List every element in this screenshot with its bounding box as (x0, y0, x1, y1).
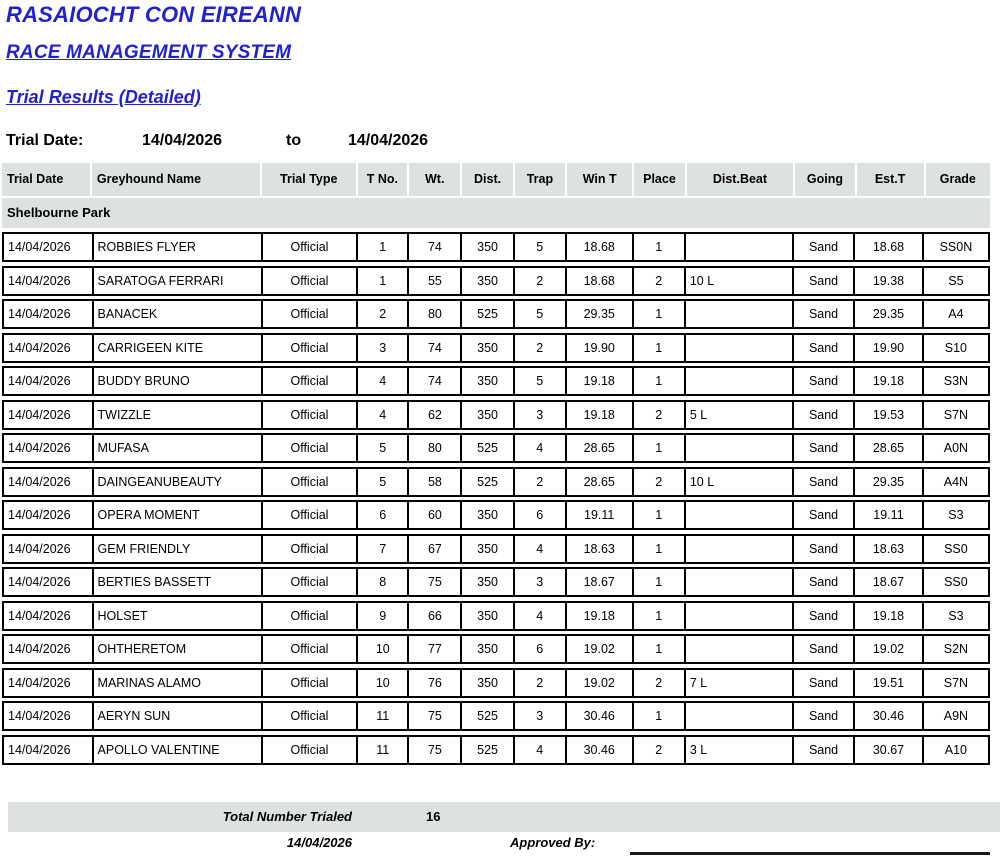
cell-trial-date: 14/04/2026 (4, 737, 94, 763)
cell-dist-beat: 10 L (686, 469, 794, 495)
cell-est-t: 28.65 (855, 435, 924, 461)
cell-trap: 5 (515, 368, 567, 394)
cell-greyhound-name: AERYN SUN (94, 703, 263, 729)
cell-grade: S7N (943, 675, 969, 690)
cell-trial-type: Official (263, 234, 358, 260)
cell-grade: S2N (943, 642, 969, 656)
cell-greyhound-name: GEM FRIENDLY (94, 536, 263, 562)
cell-trap: 3 (515, 569, 567, 595)
cell-wt: 75 (409, 569, 462, 595)
cell-dist: 350 (462, 569, 514, 595)
cell-trial-date: 14/04/2026 (4, 402, 94, 428)
cell-wt: 60 (409, 502, 462, 528)
table-body (2, 232, 990, 765)
cell-dist: 350 (462, 335, 514, 361)
cell-wt: 77 (409, 636, 462, 662)
cell-wt: 76 (409, 670, 462, 696)
trial-date-to: 14/04/2026 (348, 132, 429, 149)
cell-t-no: 7 (358, 536, 409, 562)
table-row (2, 668, 990, 698)
cell-est-t: 19.38 (855, 268, 924, 294)
cell-dist-beat: 5 L (686, 402, 794, 428)
cell-grade: S3 (948, 508, 964, 522)
approved-by-label: Approved By: (510, 835, 596, 850)
cell-trap: 4 (515, 536, 567, 562)
cell-est-t: 18.68 (855, 234, 924, 260)
cell-win-t: 19.90 (567, 335, 634, 361)
table-row (2, 500, 990, 530)
cell-dist-beat (686, 301, 794, 327)
cell-place: 1 (634, 368, 686, 394)
cell-wt: 62 (409, 402, 462, 428)
cell-trial-date: 14/04/2026 (4, 670, 94, 696)
col-header-dist: Dist. (462, 163, 514, 196)
cell-dist: 350 (462, 402, 514, 428)
cell-greyhound-name: CARRIGEEN KITE (94, 335, 263, 361)
table-row (2, 701, 990, 731)
cell-trial-type: Official (263, 670, 358, 696)
col-header-trap: Trap (515, 163, 567, 196)
cell-trial-type: Official (263, 368, 358, 394)
cell-wt: 74 (409, 234, 462, 260)
cell-grade: A10 (944, 742, 968, 757)
cell-dist: 350 (462, 234, 514, 260)
cell-dist-beat (686, 536, 794, 562)
cell-wt: 66 (409, 603, 462, 629)
cell-grade: A9N (943, 709, 969, 723)
cell-trial-type: Official (263, 402, 358, 428)
cell-greyhound-name: APOLLO VALENTINE (94, 737, 263, 763)
cell-trial-type: Official (263, 502, 358, 528)
cell-est-t: 29.35 (855, 469, 924, 495)
cell-trial-type: Official (263, 435, 358, 461)
cell-trial-type: Official (263, 569, 358, 595)
cell-grade: A0N (943, 441, 969, 455)
cell-going: Sand (794, 737, 855, 763)
cell-est-t: 18.67 (855, 569, 924, 595)
table-row (2, 232, 990, 262)
cell-dist: 350 (462, 636, 514, 662)
cell-place: 1 (634, 301, 686, 327)
cell-dist: 350 (462, 670, 514, 696)
cell-place: 1 (634, 703, 686, 729)
cell-grade: S3N (943, 374, 969, 388)
cell-est-t: 19.11 (855, 502, 924, 528)
cell-wt: 74 (409, 368, 462, 394)
cell-t-no: 6 (358, 502, 409, 528)
cell-est-t: 19.18 (855, 603, 924, 629)
cell-win-t: 19.02 (567, 636, 634, 662)
cell-greyhound-name: BUDDY BRUNO (94, 368, 263, 394)
table-row (2, 299, 990, 329)
cell-greyhound-name: OHTHERETOM (94, 636, 263, 662)
cell-t-no: 2 (358, 301, 409, 327)
table-row (2, 467, 990, 497)
cell-t-no: 11 (358, 737, 409, 763)
cell-est-t: 19.18 (855, 368, 924, 394)
cell-dist: 350 (462, 368, 514, 394)
cell-dist-beat: 7 L (686, 670, 794, 696)
cell-trial-type: Official (263, 636, 358, 662)
system-title: RACE MANAGEMENT SYSTEM (6, 42, 292, 63)
cell-dist-beat (686, 603, 794, 629)
cell-dist-beat (686, 368, 794, 394)
cell-greyhound-name: ROBBIES FLYER (94, 234, 263, 260)
cell-going: Sand (794, 536, 855, 562)
org-title: RASAIOCHT CON EIREANN (6, 2, 302, 27)
cell-place: 1 (634, 569, 686, 595)
cell-est-t: 18.63 (855, 536, 924, 562)
cell-win-t: 18.68 (567, 268, 634, 294)
cell-dist: 525 (462, 301, 514, 327)
cell-dist: 350 (462, 268, 514, 294)
col-header-dist-beat: Dist.Beat (687, 163, 796, 196)
cell-win-t: 19.18 (567, 402, 634, 428)
cell-greyhound-name: HOLSET (94, 603, 263, 629)
cell-win-t: 30.46 (567, 703, 634, 729)
col-header-going: Going (795, 163, 856, 196)
col-header-win-t: Win T (567, 163, 634, 196)
cell-place: 1 (634, 502, 686, 528)
cell-t-no: 3 (358, 335, 409, 361)
cell-going: Sand (794, 368, 855, 394)
cell-going: Sand (794, 268, 855, 294)
cell-dist-beat (686, 435, 794, 461)
cell-trial-type: Official (263, 268, 358, 294)
trial-date-to-label: to (286, 132, 302, 149)
cell-trial-date: 14/04/2026 (4, 603, 94, 629)
cell-trial-date: 14/04/2026 (4, 636, 94, 662)
cell-wt: 67 (409, 536, 462, 562)
track-section-header: Shelbourne Park (2, 198, 990, 228)
cell-trap: 2 (515, 335, 567, 361)
cell-est-t: 29.35 (855, 301, 924, 327)
cell-win-t: 30.46 (567, 737, 634, 763)
cell-going: Sand (794, 603, 855, 629)
cell-grade: S10 (944, 340, 968, 355)
cell-going: Sand (794, 502, 855, 528)
table-row (2, 534, 990, 564)
cell-grade: S3 (948, 608, 964, 623)
trial-date-line (0, 132, 1000, 154)
cell-win-t: 19.18 (567, 603, 634, 629)
cell-trap: 2 (515, 268, 567, 294)
cell-t-no: 4 (358, 368, 409, 394)
cell-dist-beat (686, 502, 794, 528)
cell-grade: SS0 (944, 575, 968, 589)
cell-trial-date: 14/04/2026 (4, 502, 94, 528)
table-row (2, 634, 990, 664)
cell-trap: 5 (515, 301, 567, 327)
cell-est-t: 19.02 (855, 636, 924, 662)
cell-trial-type: Official (263, 703, 358, 729)
cell-win-t: 28.65 (567, 469, 634, 495)
cell-trap: 6 (515, 636, 567, 662)
cell-going: Sand (794, 469, 855, 495)
cell-place: 1 (634, 603, 686, 629)
cell-win-t: 18.68 (567, 234, 634, 260)
cell-wt: 74 (409, 335, 462, 361)
cell-grade: SS0N (939, 240, 973, 254)
cell-t-no: 10 (358, 636, 409, 662)
cell-t-no: 1 (358, 268, 409, 294)
cell-place: 1 (634, 636, 686, 662)
cell-est-t: 19.53 (855, 402, 924, 428)
cell-going: Sand (794, 670, 855, 696)
cell-trap: 4 (515, 435, 567, 461)
cell-wt: 75 (409, 703, 462, 729)
table-row (2, 567, 990, 597)
cell-t-no: 8 (358, 569, 409, 595)
cell-trap: 6 (515, 502, 567, 528)
cell-win-t: 29.35 (567, 301, 634, 327)
cell-going: Sand (794, 234, 855, 260)
cell-trial-type: Official (263, 301, 358, 327)
cell-trap: 4 (515, 737, 567, 763)
cell-trap: 2 (515, 670, 567, 696)
cell-dist: 350 (462, 536, 514, 562)
table-row (2, 601, 990, 631)
cell-grade: SS0 (944, 541, 968, 556)
cell-win-t: 19.02 (567, 670, 634, 696)
cell-t-no: 10 (358, 670, 409, 696)
cell-greyhound-name: TWIZZLE (94, 402, 263, 428)
col-header-place: Place (634, 163, 686, 196)
cell-place: 1 (634, 435, 686, 461)
total-trialed-label: Total Number Trialed (222, 809, 352, 824)
cell-dist-beat (686, 234, 794, 260)
trial-date-from: 14/04/2026 (142, 132, 223, 149)
cell-t-no: 1 (358, 234, 409, 260)
cell-trap: 4 (515, 603, 567, 629)
cell-grade: S5 (948, 273, 964, 288)
cell-place: 2 (634, 268, 686, 294)
cell-going: Sand (794, 301, 855, 327)
cell-est-t: 19.51 (855, 670, 924, 696)
table-row (2, 333, 990, 363)
cell-dist: 350 (462, 502, 514, 528)
cell-greyhound-name: BANACEK (94, 301, 263, 327)
cell-dist-beat (686, 703, 794, 729)
cell-greyhound-name: BERTIES BASSETT (94, 569, 263, 595)
cell-trial-date: 14/04/2026 (4, 703, 94, 729)
cell-trial-date: 14/04/2026 (4, 368, 94, 394)
col-header-trial-date: Trial Date (2, 163, 92, 196)
cell-going: Sand (794, 402, 855, 428)
cell-t-no: 9 (358, 603, 409, 629)
cell-going: Sand (794, 636, 855, 662)
cell-dist: 525 (462, 435, 514, 461)
cell-trial-type: Official (263, 536, 358, 562)
col-header-t-no: T No. (358, 163, 409, 196)
cell-place: 1 (634, 536, 686, 562)
col-header-est-t: Est.T (857, 163, 926, 196)
cell-dist: 525 (462, 737, 514, 763)
cell-t-no: 4 (358, 402, 409, 428)
report-title: Trial Results (Detailed) (6, 87, 201, 107)
cell-trial-type: Official (263, 737, 358, 763)
table-row (2, 266, 990, 296)
cell-grade: A4N (943, 474, 969, 489)
cell-wt: 75 (409, 737, 462, 763)
cell-place: 1 (634, 234, 686, 260)
cell-win-t: 18.63 (567, 536, 634, 562)
cell-trial-date: 14/04/2026 (4, 268, 94, 294)
cell-trial-date: 14/04/2026 (4, 301, 94, 327)
signature-line (630, 852, 990, 855)
footer-date: 14/04/2026 (286, 835, 352, 850)
cell-dist: 525 (462, 469, 514, 495)
cell-trial-date: 14/04/2026 (4, 469, 94, 495)
cell-dist-beat (686, 335, 794, 361)
cell-t-no: 5 (358, 469, 409, 495)
cell-wt: 58 (409, 469, 462, 495)
cell-trial-date: 14/04/2026 (4, 335, 94, 361)
cell-trap: 2 (515, 469, 567, 495)
cell-trial-date: 14/04/2026 (4, 234, 94, 260)
col-header-trial-type: Trial Type (262, 163, 358, 196)
cell-trap: 5 (515, 234, 567, 260)
cell-trial-type: Official (263, 469, 358, 495)
cell-wt: 80 (409, 435, 462, 461)
cell-win-t: 19.11 (567, 502, 634, 528)
cell-going: Sand (794, 435, 855, 461)
col-header-grade: Grade (926, 163, 990, 196)
cell-wt: 55 (409, 268, 462, 294)
cell-grade: A4 (948, 307, 964, 321)
cell-dist: 525 (462, 703, 514, 729)
cell-greyhound-name: OPERA MOMENT (94, 502, 263, 528)
cell-win-t: 18.67 (567, 569, 634, 595)
cell-est-t: 30.67 (855, 737, 924, 763)
cell-greyhound-name: SARATOGA FERRARI (94, 268, 263, 294)
cell-trial-date: 14/04/2026 (4, 435, 94, 461)
cell-dist-beat (686, 636, 794, 662)
cell-trial-date: 14/04/2026 (4, 569, 94, 595)
cell-win-t: 19.18 (567, 368, 634, 394)
cell-trial-date: 14/04/2026 (4, 536, 94, 562)
cell-place: 2 (634, 469, 686, 495)
table-row (2, 735, 990, 765)
cell-wt: 80 (409, 301, 462, 327)
cell-place: 2 (634, 737, 686, 763)
cell-going: Sand (794, 703, 855, 729)
cell-est-t: 30.46 (855, 703, 924, 729)
cell-going: Sand (794, 569, 855, 595)
table-header-row (2, 163, 990, 196)
cell-greyhound-name: MARINAS ALAMO (94, 670, 263, 696)
cell-est-t: 19.90 (855, 335, 924, 361)
cell-trial-type: Official (263, 603, 358, 629)
table-row (2, 433, 990, 463)
cell-trial-type: Official (263, 335, 358, 361)
cell-trap: 3 (515, 402, 567, 428)
cell-win-t: 28.65 (567, 435, 634, 461)
cell-t-no: 11 (358, 703, 409, 729)
table-row (2, 366, 990, 396)
col-header-greyhound-name: Greyhound Name (92, 163, 262, 196)
table-row (2, 400, 990, 430)
results-table (2, 163, 990, 768)
cell-place: 2 (634, 402, 686, 428)
total-trialed-value: 16 (426, 809, 441, 824)
cell-place: 1 (634, 335, 686, 361)
trial-date-label: Trial Date: (6, 132, 84, 149)
total-bar (8, 802, 1000, 832)
cell-dist-beat: 3 L (686, 737, 794, 763)
cell-trap: 3 (515, 703, 567, 729)
cell-t-no: 5 (358, 435, 409, 461)
col-header-wt: Wt. (409, 163, 462, 196)
cell-going: Sand (794, 335, 855, 361)
cell-greyhound-name: MUFASA (94, 435, 263, 461)
cell-dist: 350 (462, 603, 514, 629)
cell-dist-beat (686, 569, 794, 595)
cell-place: 2 (634, 670, 686, 696)
cell-dist-beat: 10 L (686, 268, 794, 294)
cell-greyhound-name: DAINGEANUBEAUTY (94, 469, 263, 495)
cell-grade: S7N (943, 407, 969, 422)
